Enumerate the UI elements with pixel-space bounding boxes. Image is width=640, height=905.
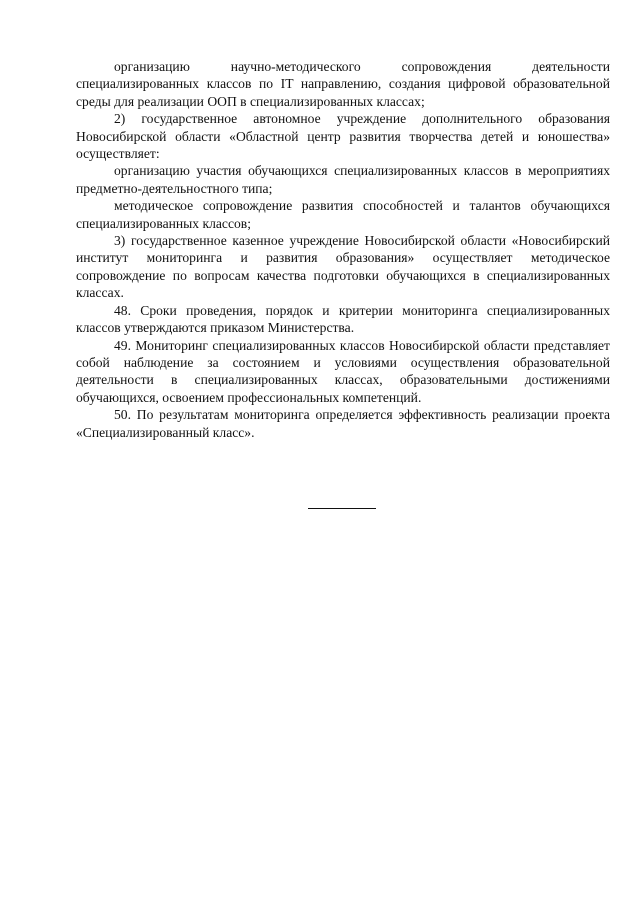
paragraph-talent-support: методическое сопровождение развития способностей и талантов обучающихся специализированных классов; — [76, 198, 610, 231]
paragraph-monitoring-institute: 3) государственное казенное учреждение Новосибирской области «Новосибирский институт мониторинга и развития образования» осуществляет методическое сопровождение по вопросам качества подготовки обучающихся в специализированных классах. — [76, 233, 610, 301]
document-page — [76, 58, 610, 441]
paragraph-it-support: организацию научно-методического сопровождения деятельности специализированных классов по IT направлению, создания цифровой образовательной среды для реализации ООП в специализированных классах; — [76, 59, 610, 109]
paragraph-item-49: 49. Мониторинг специализированных классов Новосибирской области представляет собой наблюдение за состоянием и условиями осуществления образовательной деятельности в специализированных классах, образовательными достижениями обучающихся, освоением профессиональных компетенций. — [76, 337, 610, 405]
paragraph-item-48: 48. Сроки проведения, порядок и критерии мониторинга специализированных классов утверждаются приказом Министерства. — [76, 302, 610, 336]
paragraph-event-participation: организацию участия обучающихся специализированных классов в мероприятиях предметно-деятельностного типа; — [76, 163, 610, 196]
paragraph-item-50: 50. По результатам мониторинга определяется эффективность реализации проекта «Специализированный класс». — [76, 407, 610, 440]
paragraph-creativity-center: 2) государственное автономное учреждение дополнительного образования Новосибирской области «Областной центр развития творчества детей и юношества» осуществляет: — [76, 111, 610, 162]
end-separator-line — [308, 508, 376, 509]
